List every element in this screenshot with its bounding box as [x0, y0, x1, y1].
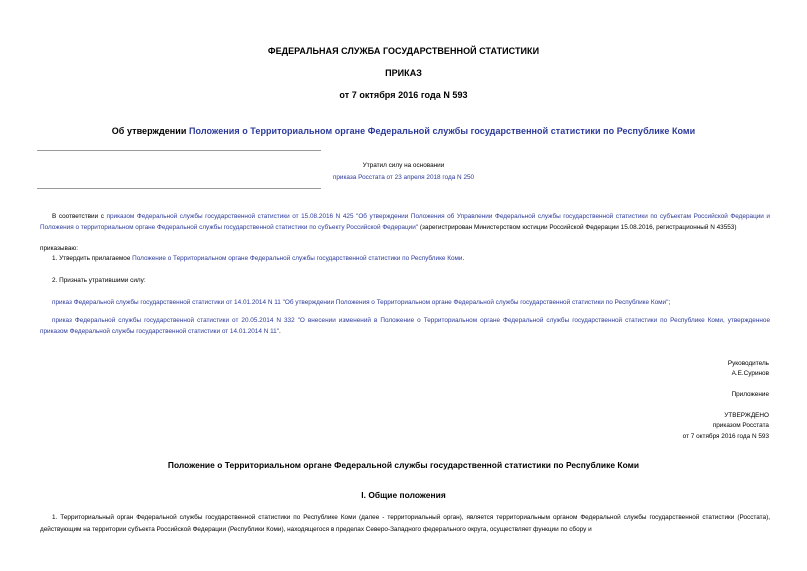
base-order-link[interactable]: приказом Федеральной службы государственной статистики от 15.08.2016 N 425 "Об утверждении Положения об Управлении Федеральной службы государственной статистики по субъектам Российской Федерации и Положения о территориальном органе Федеральной службы государственной статистики по субъекту Российской Федерации"	[40, 213, 770, 231]
repeal-order-1-link[interactable]: приказ Федеральной службы государственной статистики от 14.01.2014 N 11 "Об утверждении Положения о Территориальном органе Федеральной службы государственной статистики по Республике Коми"	[52, 299, 669, 306]
appendix-label: Приложение	[731, 391, 769, 398]
preamble-text-start: В соответствии с	[52, 213, 107, 220]
approved-label: УТВЕРЖДЕНО	[724, 412, 769, 419]
repeal-status-note	[300, 160, 507, 184]
signatory-name: А.Е.Суринов	[731, 370, 769, 377]
repeal-item-1-suffix: ;	[668, 299, 671, 306]
repeal-item-2	[40, 315, 770, 337]
signatory-position: Руководитель	[727, 360, 769, 367]
order-title-prefix: Об утверждении	[111, 126, 189, 136]
regulation-paragraph-1: 1. Территориальный орган Федеральной службы государственной статистики по Республике Коми (далее - территориальный орган), является территориальным органом Федеральной службы государственной статистики (Росстата), действующим на территории субъекта Российской Федерации (Республики Коми), находящегося в пределах Северо-Западного федерального округа, осуществляет функции по сбору и	[40, 514, 770, 533]
document-type: ПРИКАЗ	[385, 68, 422, 78]
order-title	[0, 126, 807, 136]
approved-by-order: приказом Росстата	[712, 422, 769, 429]
repeal-status-text: Утратил силу на основании	[362, 162, 445, 169]
repeal-order-link[interactable]: приказа Росстата от 23 апреля 2018 года N 250	[332, 174, 475, 181]
section-1-heading: I. Общие положения	[361, 490, 446, 500]
approved-date: от 7 октября 2016 года N 593	[682, 433, 769, 440]
repeal-item-1	[52, 297, 670, 308]
repeal-item-2-suffix: .	[278, 328, 281, 335]
item-2: 2. Признать утратившими силу:	[52, 277, 146, 284]
regulation-link[interactable]: Положение о Территориальном органе Федеральной службы государственной статистики по Республике Коми	[132, 255, 463, 262]
agency-name: ФЕДЕРАЛЬНАЯ СЛУЖБА ГОСУДАРСТВЕННОЙ СТАТИСТИКИ	[267, 46, 540, 56]
regulation-title: Положение о Территориальном органе Федеральной службы государственной статистики по Республике Коми	[167, 460, 640, 470]
preamble-paragraph	[40, 211, 770, 233]
order-word: приказываю:	[40, 245, 78, 252]
divider-bottom	[37, 188, 321, 189]
item-1	[52, 253, 464, 264]
item-1-suffix: .	[462, 255, 465, 262]
order-title-link[interactable]: Положения о Территориальном органе Федеральной службы государственной статистики по Республике Коми	[188, 126, 696, 136]
item-1-prefix: 1. Утвердить прилагаемое	[52, 255, 133, 262]
preamble-text-end: (зарегистрирован Министерством юстиции Российской Федерации 15.08.2016, регистрационный N 43553)	[418, 224, 737, 231]
divider-top	[37, 150, 321, 151]
document-date-number: от 7 октября 2016 года N 593	[339, 90, 468, 100]
repeal-order-2-link[interactable]: приказ Федеральной службы государственной статистики от 20.05.2014 N 332 "О внесении изменений в Положение о Территориальном органе Федеральной службы государственной статистики по Республике Коми, утвержденное приказом Федеральной службы государственной статистики от 14.01.2014 N 11"	[40, 317, 770, 335]
